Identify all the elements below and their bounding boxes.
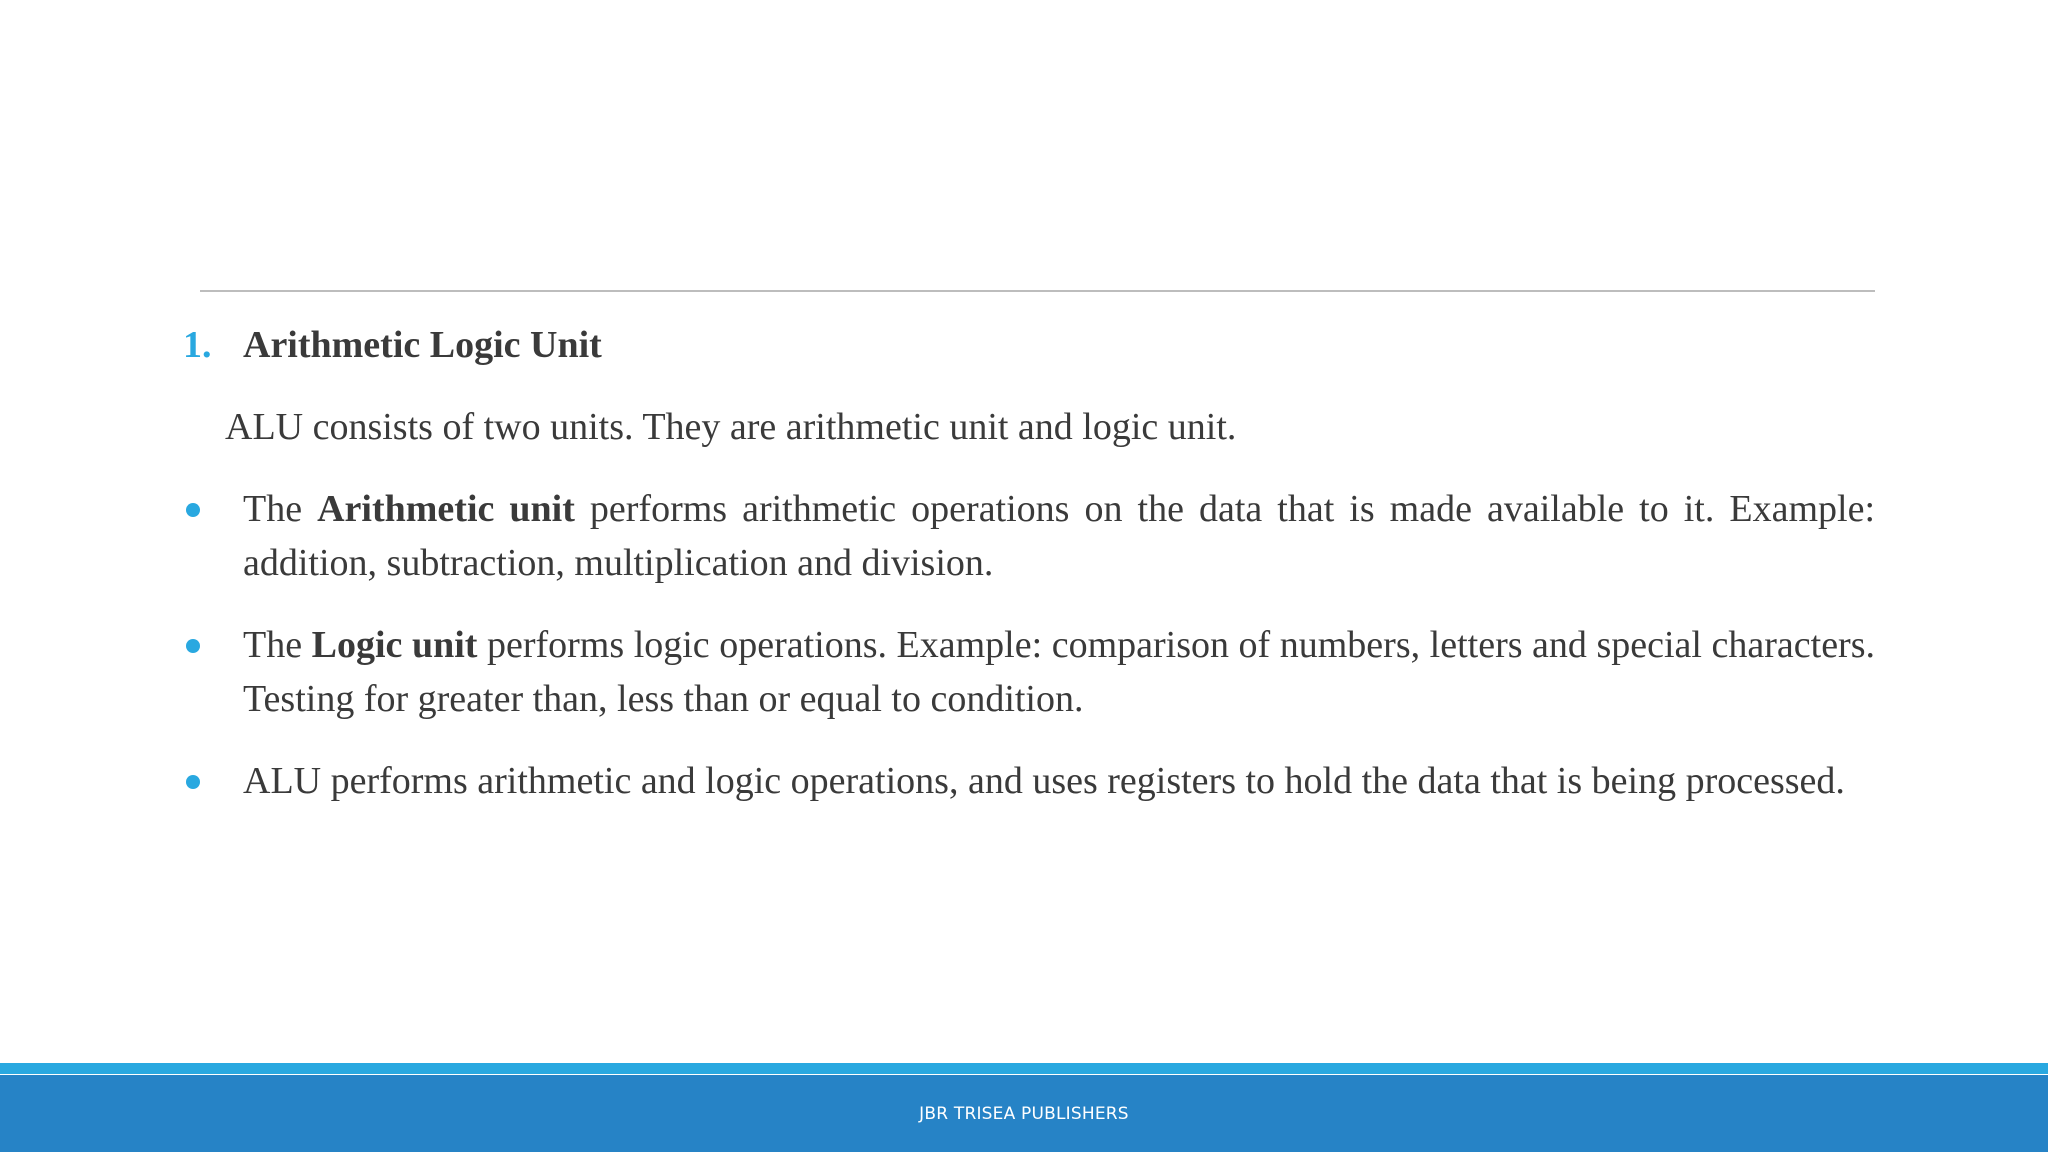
bullet-item-logic-unit (183, 618, 1875, 726)
bullet-text-bold: Arithmetic unit (317, 488, 575, 530)
bullet-text-post: performs arithmetic operations on the data that is made available to it. Example: addition, subtraction, multiplication and division. (243, 488, 1876, 584)
bullet-dot-icon (183, 754, 243, 808)
footer-publisher-text: JBR TRISEA PUBLISHERS (919, 1103, 1129, 1124)
bullet-text (243, 482, 1875, 590)
intro-paragraph: ALU consists of two units. They are arithmetic unit and logic unit. (225, 406, 1237, 448)
bullet-text-post: performs logic operations. Example: comparison of numbers, letters and special characters. Testing for greater than, less than or equal to condition. (243, 624, 1875, 720)
bullet-list (183, 482, 1875, 808)
bullet-item-arithmetic-unit (183, 482, 1875, 590)
bullet-dot-icon (183, 618, 243, 672)
bullet-item-alu-operations (183, 754, 1875, 808)
section-heading (183, 318, 1875, 372)
bullet-dot-icon (183, 482, 243, 536)
bullet-text-bold: Logic unit (311, 624, 478, 666)
section-number: 1. (183, 324, 212, 366)
footer-accent-stripe (0, 1063, 2048, 1074)
bullet-text (243, 618, 1875, 726)
bullet-text (243, 754, 1875, 808)
title-divider (200, 290, 1875, 292)
bullet-text-pre: The (243, 624, 312, 666)
section-title: Arithmetic Logic Unit (243, 324, 602, 366)
bullet-text-pre: The (243, 488, 318, 530)
slide-content (183, 318, 1875, 836)
bullet-text-pre: ALU performs arithmetic and logic operations, and uses registers to hold the data that is being processed. (243, 760, 1845, 802)
footer-bar (0, 1075, 2048, 1152)
